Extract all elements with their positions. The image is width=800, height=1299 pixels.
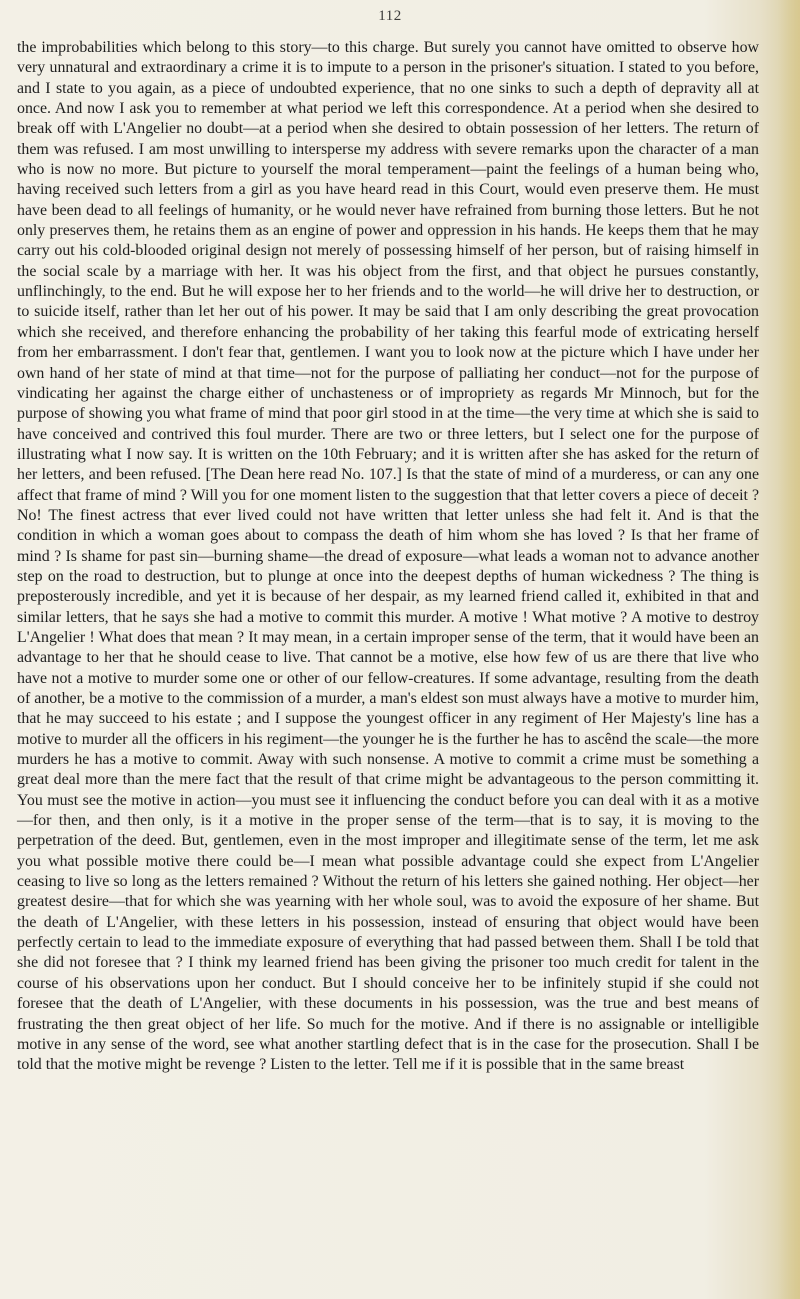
page-edge-discoloration (778, 0, 800, 1299)
page-number: 112 (378, 8, 402, 24)
body-paragraph: the improbabilities which belong to this story—to this charge. But surely you cannot have omitted to observe how very unnatural and extraordinary a crime it is to impute to a person in the prisoner's situation. I stated to you before, and I state to you again, as a piece of undoubted experience, that no one sinks to such a depth of depravity all at once. And now I ask you to remember at what period we left this correspondence. At a period when she desired to break off with L'Angelier no doubt—at a period when she desired to obtain possession of her letters. The return of them was refused. I am most unwilling to intersperse my address with severe remarks upon the character of a man who is now no more. But picture to yourself the moral temperament—paint the feelings of a human being who, having received such letters from a girl as you have heard read in this Court, would even preserve them. He must have been dead to all feelings of humanity, or he would never have refrained from burning those letters. But he not only preserves them, he retains them as an engine of power and oppression in his hands. He keeps them that he may carry out his cold-blooded original design not merely of possessing himself of her person, but of raising himself in the social scale by a marriage with her. It was his object from the first, and that object he pursues constantly, unflinchingly, to the end. But he will expose her to her friends and to the world—he will drive her to destruction, or to suicide itself, rather than let her out of his power. It may be said that I am only describing the great provocation which she received, and therefore enhancing the probability of her taking this fearful mode of extricating herself from her embarrassment. I don't fear that, gentlemen. I want you to look now at the picture which I have under her own hand of her state of mind at that time—not for the purpose of palliating her conduct—not for the purpose of vindicating her against the charge either of unchasteness or of impropriety as regards Mr Minnoch, but for the purpose of showing you what frame of mind that poor girl stood in at the time—the very time at which she is said to have conceived and contrived this foul murder. There are two or three letters, but I select one for the purpose of illustrating what I now say. It is written on the 10th February; and it is written after she has asked for the return of her letters, and been refused. [The Dean here read No. 107.] Is that the state of mind of a murderess, or can any one affect that frame of mind ? Will you for one moment listen to the suggestion that that letter covers a piece of deceit ? No! The finest actress that ever lived could not have written that letter unless she had felt it. And is that the condition in which a woman goes about to compass the death of him whom she has loved ? Is that her frame of mind ? Is shame for past sin—burning shame—the dread of exposure—what leads a woman not to advance another step on the road to destruction, but to plunge at once into the deepest depths of human wickedness ? The thing is preposterously incredible, and yet it is because of her despair, as my learned friend called it, exhibited in that and similar letters, that he says she had a motive to commit this murder. A motive ! What motive ? A motive to destroy L'Angelier ! What does that mean ? It may mean, in a certain improper sense of the term, that it would have been an advantage to her that he should cease to live. That cannot be a motive, else how few of us are there that live who have not a motive to murder some one or other of our fellow-creatures. If some advantage, resulting from the death of another, be a motive to the commission of a murder, a man's eldest son must always have a motive to murder him, that he may succeed to his estate ; and I suppose the youngest officer in any regiment of Her Majesty's line has a motive to murder all the officers in his regiment—the younger he is the further he has to ascênd the scale—the more murders he has a motive to commit. Away with such nonsense. A motive to commit a crime must be something a great deal more than the mere fact that the result of that crime might be advantageous to the person committing it. You must see the motive in action—you must see it influencing the conduct before you can deal with it as a motive—for then, and then only, is it a motive in the proper sense of the term—that is to say, it is moving to the perpetration of the deed. But, gentlemen, even in the most improper and illegitimate sense of the term, let me ask you what possible motive there could be—I mean what possible advantage could she expect from L'Angelier ceasing to live so long as the letters remained ? Without the return of his letters she gained nothing. Her object—her greatest desire—that for which she was yearning with her whole soul, was to avoid the exposure of her shame. But the death of L'Angelier, with these letters in his possession, instead of ensuring that object would have been perfectly certain to lead to the immediate exposure of everything that had passed between them. Shall I be told that she did not foresee that ? I think my learned friend has been giving the prisoner too much credit for talent in the course of his observations upon her conduct. But I should conceive her to be infinitely stupid if she could not foresee that the death of L'Angelier, with these documents in his possession, was the true and best means of frustrating the then great object of her life. So much for the motive. And if there is no assignable or intelligible motive in any sense of the word, see what another startling defect that is in the case for the prosecution. Shall I be told that the motive might be revenge ? Listen to the letter. Tell me if it is possible that in the same breast (17, 39, 759, 1074)
